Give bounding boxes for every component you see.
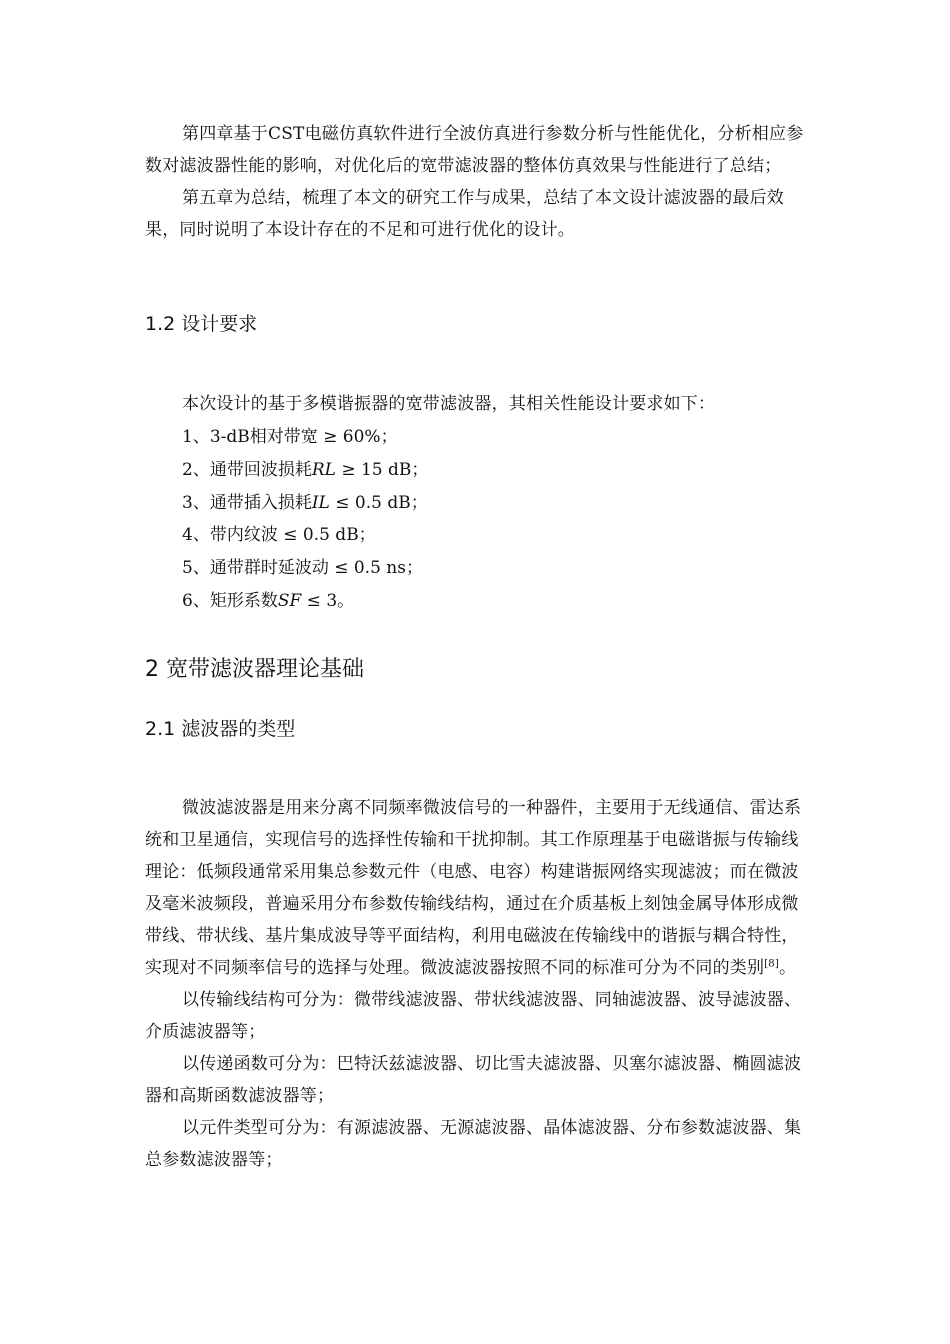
requirement-item: 4、带内纹波 ≤ 0.5 dB； <box>182 525 376 546</box>
requirement-item: 5、通带群时延波动 ≤ 0.5 ns； <box>182 558 423 579</box>
paragraph-by-component-type: 以元件类型可分为：有源滤波器、无源滤波器、晶体滤波器、分布参数滤波器、集总参数滤波器等； <box>145 1118 802 1170</box>
section-heading-1-2: 1.2 设计要求 <box>145 313 258 335</box>
section-2-1-body <box>145 792 810 1176</box>
requirement-item: 2、通带回波损耗RL ≥ 15 dB； <box>182 459 429 480</box>
paragraph-chapter-5: 第五章为总结，梳理了本文的研究工作与成果，总结了本文设计滤波器的最后效果，同时说明了本设计存在的不足和可进行优化的设计。 <box>145 188 784 240</box>
requirements-list <box>182 421 428 618</box>
intro-block <box>145 118 810 246</box>
requirements-lead-block <box>145 388 810 420</box>
requirement-item: 6、矩形系数SF ≤ 3。 <box>182 590 355 611</box>
paragraph-microwave-filter: 微波滤波器是用来分离不同频率微波信号的一种器件，主要用于无线通信、雷达系统和卫星通信，实现信号的选择性传输和干扰抑制。其工作原理基于电磁谐振与传输线理论：低频段通常采用集总参数元件（电感、电容）构建谐振网络实现滤波；而在微波及毫米波频段，普遍采用分布参数传输线结构，通过在介质基板上刻蚀金属导体形成微带线、带状线、基片集成波导等平面结构，利用电磁波在传输线中的谐振与耦合特性，实现对不同频率信号的选择与处理。微波滤波器按照不同的标准可分为不同的类别[8]。 <box>145 798 802 978</box>
requirement-item: 1、3-dB相对带宽 ≥ 60%； <box>182 427 398 447</box>
citation-ref: [8] <box>764 958 779 970</box>
paragraph-by-transfer-function: 以传递函数可分为：巴特沃兹滤波器、切比雪夫滤波器、贝塞尔滤波器、椭圆滤波器和高斯函数滤波器等； <box>145 1054 802 1106</box>
section-heading-2-1: 2.1 滤波器的类型 <box>145 718 296 740</box>
paragraph-chapter-4: 第四章基于CST电磁仿真软件进行全波仿真进行参数分析与性能优化，分析相应参数对滤波器性能的影响，对优化后的宽带滤波器的整体仿真效果与性能进行了总结； <box>145 124 804 176</box>
chapter-heading-2: 2 宽带滤波器理论基础 <box>145 657 364 682</box>
paragraph-by-structure: 以传输线结构可分为：微带线滤波器、带状线滤波器、同轴滤波器、波导滤波器、介质滤波器等； <box>145 990 802 1042</box>
requirements-lead: 本次设计的基于多模谐振器的宽带滤波器，其相关性能设计要求如下： <box>182 394 716 414</box>
requirement-item: 3、通带插入损耗IL ≤ 0.5 dB； <box>182 492 428 513</box>
